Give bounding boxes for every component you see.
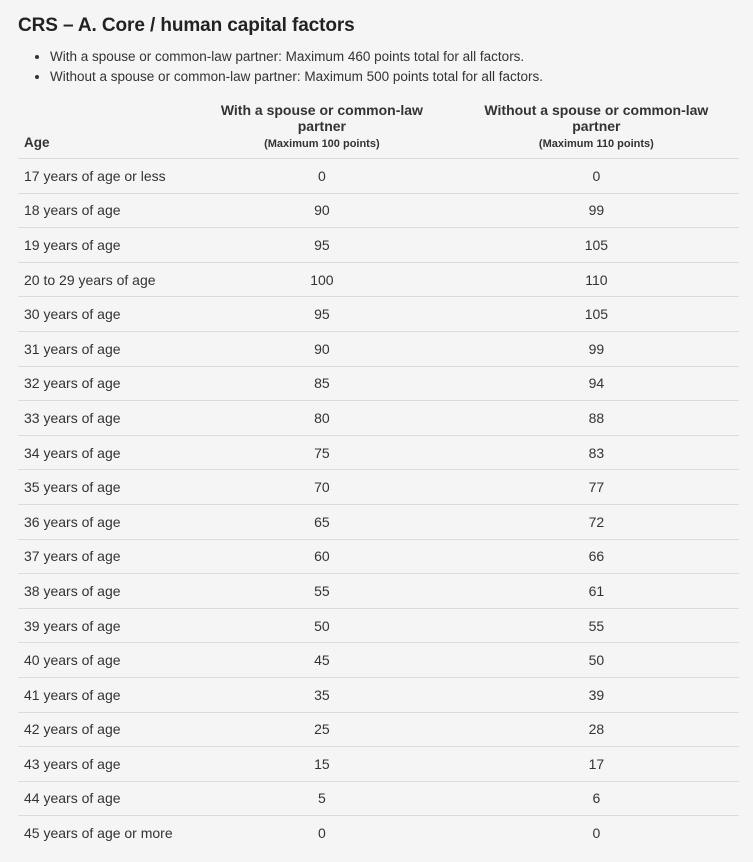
age-points-table <box>18 102 739 850</box>
cell-with-spouse-points: 0 <box>317 825 326 842</box>
cell-age: 17 years of age or less <box>24 167 166 184</box>
cell-age: 33 years of age <box>24 409 121 426</box>
cell-age: 32 years of age <box>24 375 121 392</box>
cell-age: 19 years of age <box>24 236 121 253</box>
table-body <box>18 159 739 851</box>
cell-without-spouse-points: 99 <box>588 340 605 357</box>
cell-without-spouse-points: 99 <box>588 202 605 219</box>
cell-age: 34 years of age <box>24 444 121 461</box>
cell-without-spouse-points: 66 <box>588 548 605 565</box>
cell-with-spouse-points: 65 <box>314 513 330 530</box>
cell-without-spouse-points: 50 <box>588 652 605 669</box>
cell-with-spouse-points: 95 <box>314 306 330 323</box>
header-with-spouse <box>190 102 454 159</box>
cell-without-spouse-points: 6 <box>592 790 601 807</box>
bullet-list <box>18 47 543 87</box>
cell-without-spouse-points: 0 <box>592 825 601 842</box>
cell-age: 38 years of age <box>24 582 121 599</box>
cell-with-spouse-points: 60 <box>314 548 330 565</box>
table-row <box>18 366 739 401</box>
cell-age: 43 years of age <box>24 755 121 772</box>
cell-with-spouse-points: 90 <box>314 340 330 357</box>
cell-without-spouse-points: 83 <box>588 444 605 461</box>
page-title: CRS – A. Core / human capital factors <box>18 15 355 36</box>
cell-with-spouse-points: 85 <box>314 375 330 392</box>
cell-with-spouse-points: 95 <box>314 236 330 253</box>
cell-with-spouse-points: 90 <box>314 202 330 219</box>
cell-without-spouse-points: 105 <box>584 236 609 253</box>
cell-age: 44 years of age <box>24 790 121 807</box>
header-with-spouse-max: (Maximum 100 points) <box>264 138 380 150</box>
cell-with-spouse-points: 45 <box>314 652 330 669</box>
header-age: Age <box>24 135 50 150</box>
cell-with-spouse-points: 55 <box>314 582 330 599</box>
cell-with-spouse-points: 0 <box>317 167 326 184</box>
table-row <box>18 747 739 782</box>
bullet-item-with-spouse: • With a spouse or common-law partner: Maximum 460 points total for all factors. <box>50 47 543 67</box>
header-without-spouse <box>454 102 739 159</box>
table-row <box>18 262 739 297</box>
cell-without-spouse-points: 17 <box>588 755 605 772</box>
cell-without-spouse-points: 94 <box>588 375 605 392</box>
cell-age: 20 to 29 years of age <box>24 271 156 288</box>
cell-with-spouse-points: 70 <box>314 479 330 496</box>
table-row <box>18 781 739 816</box>
cell-age: 45 years of age or more <box>24 825 173 842</box>
table-row <box>18 401 739 436</box>
cell-with-spouse-points: 15 <box>314 755 330 772</box>
cell-with-spouse-points: 100 <box>310 271 334 288</box>
table-row <box>18 574 739 609</box>
header-without-spouse-max: (Maximum 110 points) <box>538 138 654 150</box>
cell-without-spouse-points: 105 <box>584 306 609 323</box>
cell-age: 18 years of age <box>24 202 121 219</box>
cell-without-spouse-points: 88 <box>588 409 605 426</box>
table-row <box>18 608 739 643</box>
cell-age: 37 years of age <box>24 548 121 565</box>
table-row <box>18 331 739 366</box>
cell-without-spouse-points: 77 <box>588 479 605 496</box>
cell-without-spouse-points: 72 <box>588 513 605 530</box>
table-header-row <box>18 102 739 159</box>
cell-with-spouse-points: 5 <box>317 790 326 807</box>
cell-without-spouse-points: 55 <box>588 617 605 634</box>
cell-without-spouse-points: 0 <box>592 167 601 184</box>
table-row <box>18 159 739 194</box>
table-row <box>18 228 739 263</box>
cell-age: 36 years of age <box>24 513 121 530</box>
cell-without-spouse-points: 39 <box>588 686 605 703</box>
cell-age: 42 years of age <box>24 721 121 738</box>
cell-age: 39 years of age <box>24 617 121 634</box>
table-row <box>18 539 739 574</box>
cell-with-spouse-points: 50 <box>314 617 330 634</box>
header-with-spouse-label: With a spouse or common-law partner <box>220 102 423 134</box>
header-without-spouse-label: Without a spouse or common-law partner <box>484 102 709 134</box>
table-row <box>18 470 739 505</box>
table-row <box>18 677 739 712</box>
cell-with-spouse-points: 80 <box>314 409 330 426</box>
cell-without-spouse-points: 61 <box>588 582 605 599</box>
table-row <box>18 712 739 747</box>
cell-with-spouse-points: 75 <box>314 444 330 461</box>
bullet-item-without-spouse: • Without a spouse or common-law partner: Maximum 500 points total for all factors. <box>50 67 543 87</box>
table-row <box>18 297 739 332</box>
cell-age: 31 years of age <box>24 340 121 357</box>
cell-with-spouse-points: 25 <box>314 721 330 738</box>
cell-age: 41 years of age <box>24 686 121 703</box>
table-row <box>18 816 739 851</box>
table-row <box>18 435 739 470</box>
table-row <box>18 504 739 539</box>
cell-with-spouse-points: 35 <box>314 686 330 703</box>
cell-without-spouse-points: 28 <box>588 721 605 738</box>
cell-age: 35 years of age <box>24 479 121 496</box>
cell-age: 40 years of age <box>24 652 121 669</box>
cell-without-spouse-points: 110 <box>585 271 608 288</box>
cell-age: 30 years of age <box>24 306 121 323</box>
table-row <box>18 643 739 678</box>
table-row <box>18 193 739 228</box>
